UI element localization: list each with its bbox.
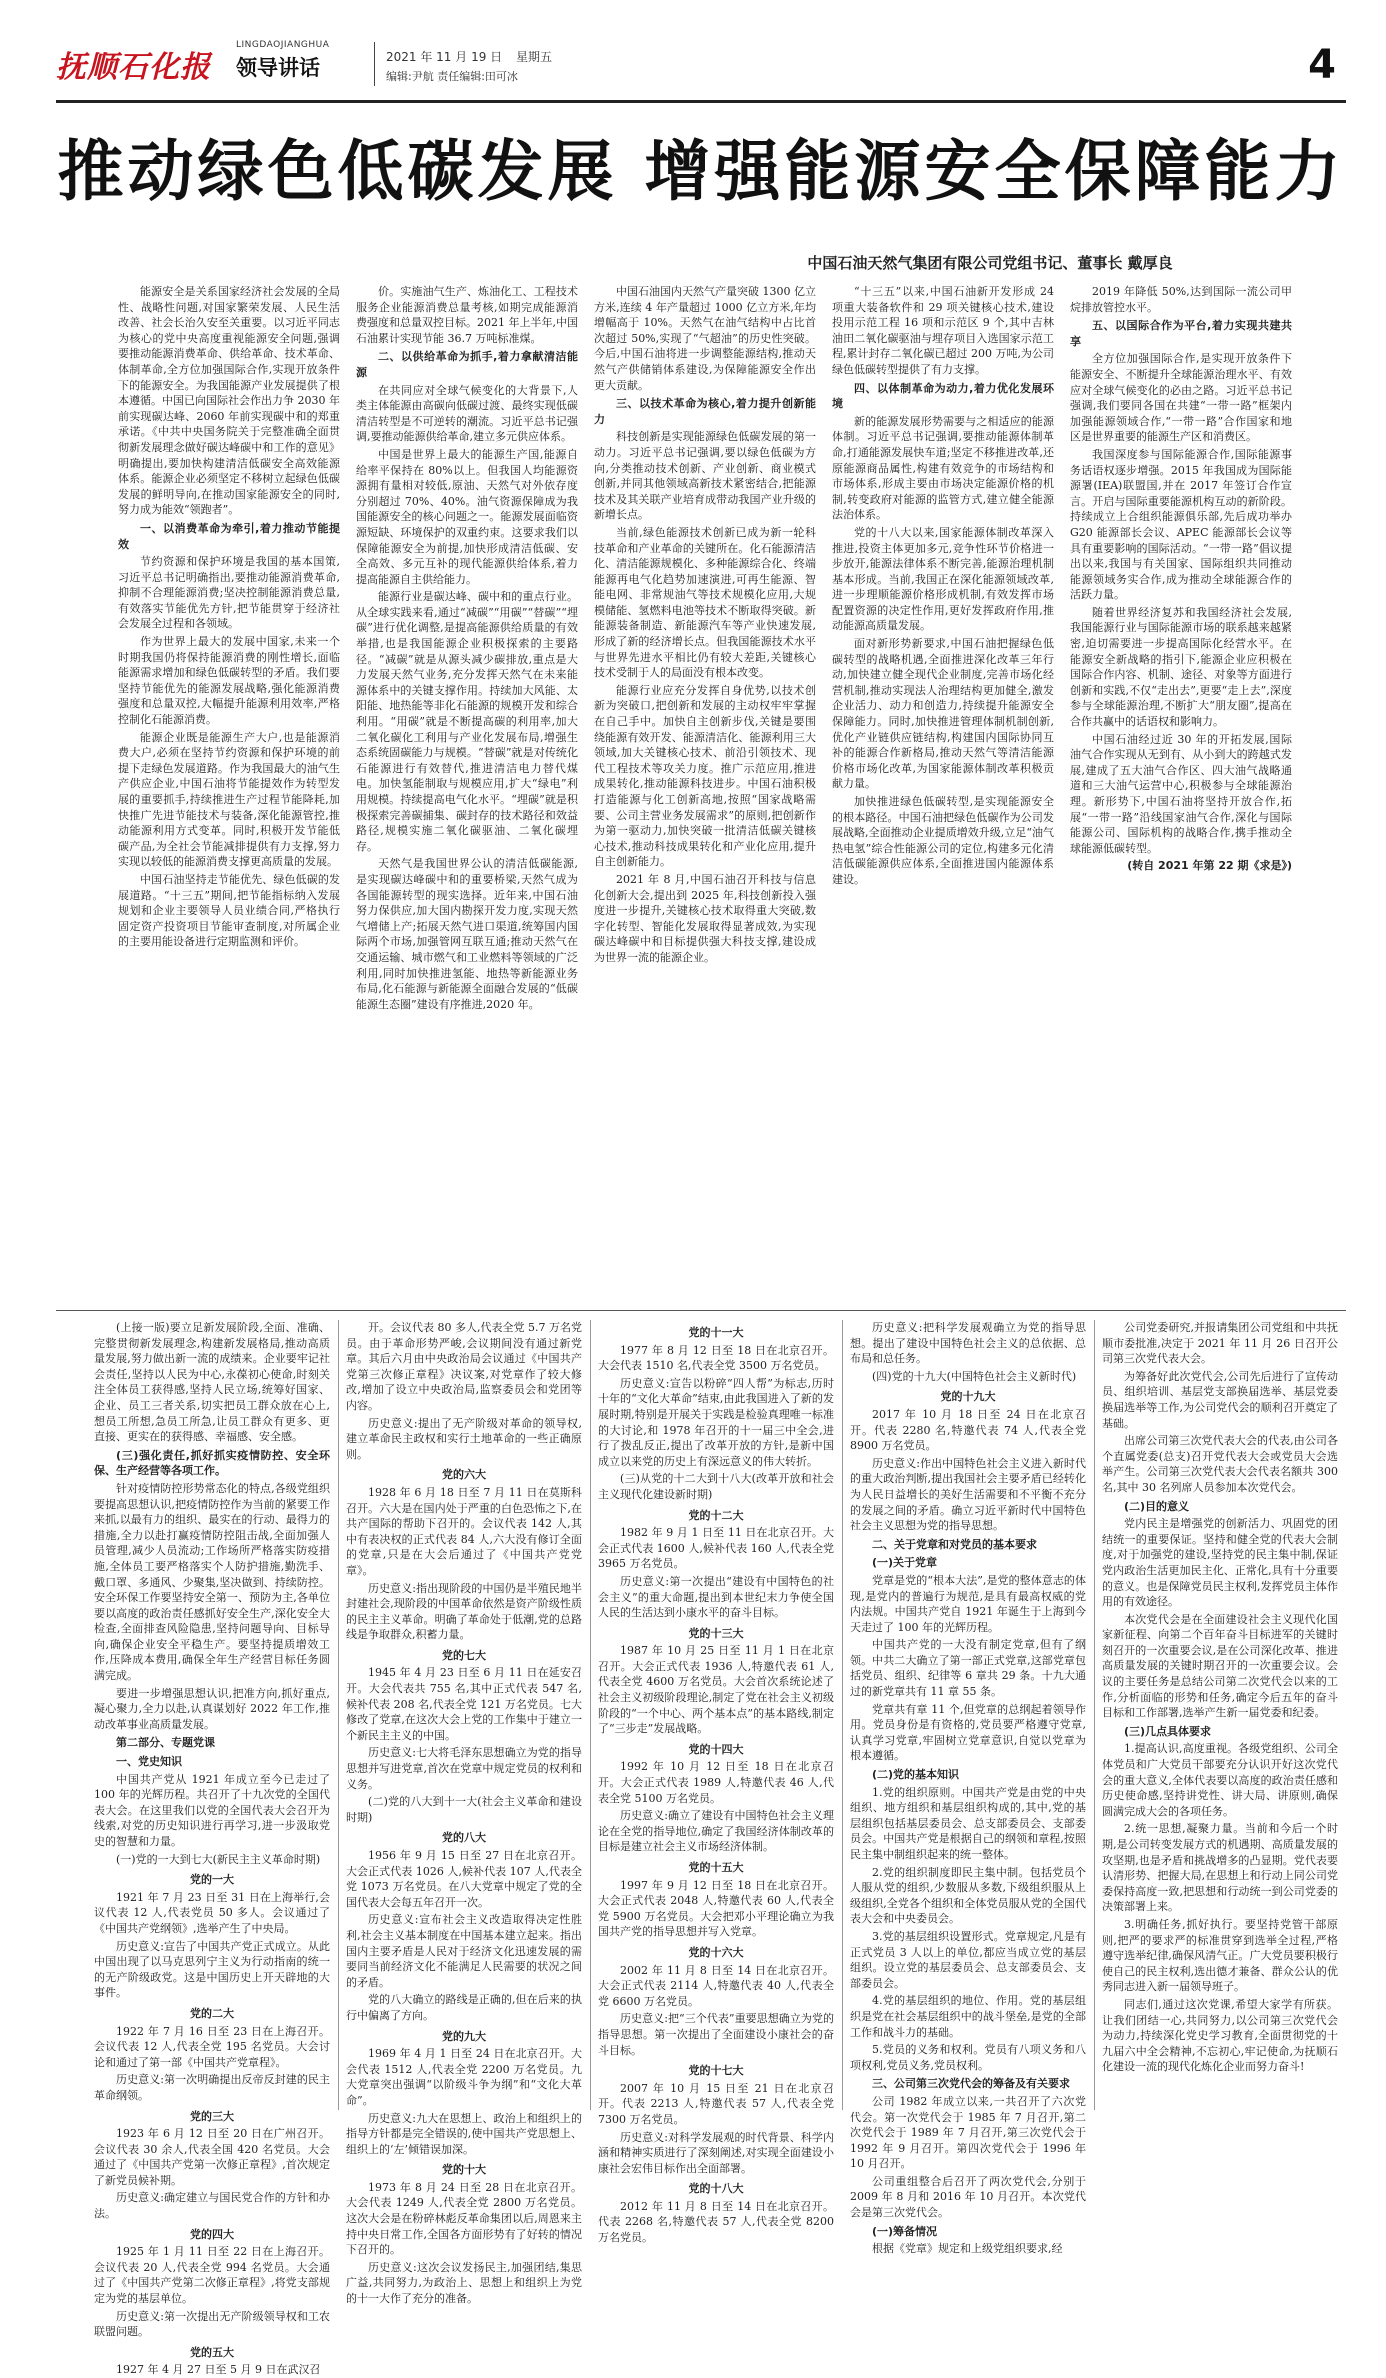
paragraph: 公司 1982 年成立以来,一共召开了六次党代会。第一次党代会于 1985 年 7 月召开,第二次党代会于 1989 年 7 月召开,第三次党代会于 1992 年 9 月召开。第四次党代会于 1996 年 10 月召开。 xyxy=(850,2094,1086,2171)
paragraph: 历史意义:指出现阶段的中国仍是半殖民地半封建社会,现阶段的中国革命依然是资产阶级性质的民主主义革命。明确了革命处于低潮,党的总路线是争取群众,积蓄力量。 xyxy=(346,1581,582,1642)
congress-heading: 党的一大 xyxy=(190,1873,234,1887)
congress-heading: 党的四大 xyxy=(190,2227,234,2241)
paragraph: 历史意义:确立了建设有中国特色社会主义理论在全党的指导地位,确定了我国经济体制改革的目标是建立社会主义市场经济体制。 xyxy=(598,1809,834,1854)
column-rule xyxy=(338,1320,339,2110)
paragraph: 1945 年 4 月 23 日至 6 月 11 日在延安召开。大会代表共 755 名,其中正式代表 547 名,候补代表 208 名,代表全党 121 万名党员。七大修改了党章,在这次大会上党的工作集中于建立一个新民主主义的中国。 xyxy=(346,1666,582,1742)
paragraph: 中国石油坚持走节能优先、绿色低碳的发展道路。“十三五”期间,把节能指标纳入发展规划和企业主要领导人员业绩合同,严格执行固定资产投资项目节能审查制度,对所属企业的主要用能设备进行定期监测和评价。 xyxy=(118,872,340,949)
congress-heading: 党的九大 xyxy=(442,2029,486,2043)
paragraph: 2021 年 8 月,中国石油召开科技与信息化创新大会,提出到 2025 年,科技创新投入强度进一步提升,关键核心技术取得重大突破,数字化转型、智能化发展取得显著成效,为实现碳达峰碳中和目标提供强大科技支撑,建设成为世界一流的能源企业。 xyxy=(594,872,816,964)
paragraph: 历史意义:确定建立与国民党合作的方针和办法。 xyxy=(94,2191,330,2221)
congress-heading: 党的十七大 xyxy=(688,2064,744,2078)
congress-heading: 党的三大 xyxy=(190,2109,234,2123)
paragraph: 1927 年 4 月 27 日至 5 月 9 日在武汉召 xyxy=(116,2363,321,2377)
paragraph: (三)从党的十二大到十八大(改革开放和社会主义现代化建设新时期) xyxy=(598,1472,834,1501)
lower-column-4 xyxy=(850,1320,1086,2256)
paragraph: 1997 年 9 月 12 日至 18 日在北京召开。大会正式代表 2048 人,特邀代表 60 人,代表全党 5900 万名党员。大会把邓小平理论确立为我国共产党的指导思想并写入党章。 xyxy=(598,1878,834,1939)
article-byline: 中国石油天然气集团有限公司党组书记、董事长 戴厚良 xyxy=(807,254,1173,272)
paragraph: 公司党委研究,并报请集团公司党组和中共抚顺市委批准,决定于 2021 年 11 月 26 日召开公司第三次党代表大会。 xyxy=(1102,1321,1338,1366)
paragraph: 2.统一思想,凝聚力量。当前和今后一个时期,是公司转变发展方式的机遇期、高质量发展的攻坚期,也是矛盾和挑战增多的凸显期。党代表要认清形势、把握大局,在思想上和行动上同公司党委保持高度一致,把思想和行动统一到公司党委的决策部署上来。 xyxy=(1102,1822,1338,1914)
paragraph: 3.党的基层组织设置形式。党章规定,凡是有正式党员 3 人以上的单位,都应当成立党的基层组织。设立党的基层委员会、总支部委员会、支部委员会。 xyxy=(850,1929,1086,1990)
masthead xyxy=(56,40,1346,96)
section-subheading: 一、以消费革命为牵引,着力推动节能提效 xyxy=(118,521,340,551)
paragraph: 面对新形势新要求,中国石油把握绿色低碳转型的战略机遇,全面推进深化改革三年行动,加快建立健全现代企业制度,完善市场化经营机制,推动实现法人治理结构更加健全,激发企业活力、动力和创造力,持续提升能源安全保障能力。同时,加快推进管理体制机制创新,优化产业链供应链结构,构建国内国际协同互补的能源合作新格局,推动天然气等清洁能源价格市场化改革,为国家能源体制改革积极贡献力量。 xyxy=(832,637,1054,791)
congress-heading: 党的十六大 xyxy=(688,1945,744,1959)
article-headline: 推动绿色低碳发展 增强能源安全保障能力 xyxy=(57,133,1345,210)
section-name: 领导讲话 xyxy=(236,56,320,80)
top-column-1 xyxy=(118,284,340,1294)
congress-heading: 党的十二大 xyxy=(688,1508,744,1522)
column-rule xyxy=(1094,1320,1095,2110)
paragraph: 2.党的组织制度即民主集中制。包括党员个人服从党的组织,少数服从多数,下级组织服从上级组织,全党各个组织和全体党员服从党的全国代表大会和中央委员会。 xyxy=(850,1865,1086,1926)
paragraph: 当前,绿色能源技术创新已成为新一轮科技革命和产业革命的关键所在。化石能源清洁化、清洁能源规模化、多种能源综合化、终端能源再电气化趋势加速演进,可再生能源、智能电网、非常规油气等技术规模化应用,大规模储能、氢燃料电池等技术不断取得突破。新能源装备制造、新能源汽车等产业快速发展,形成了新的经济增长点。但我国能源技术水平与世界先进水平相比仍有较大差距,关键核心技术受制于人的局面没有根本改变。 xyxy=(594,525,816,680)
paragraph: 历史意义:七大将毛泽东思想确立为党的指导思想并写进党章,首次在党章中规定党员的权利和义务。 xyxy=(346,1746,582,1791)
congress-heading: 党的十五大 xyxy=(688,1861,744,1874)
paragraph: 要进一步增强思想认识,把准方向,抓好重点,凝心聚力,全力以赴,认真谋划好 2022 年工作,推动改革事业高质量发展。 xyxy=(94,1686,330,1731)
section-subheading: 第二部分、专题党课 xyxy=(116,1736,215,1750)
paragraph: 能源企业既是能源生产大户,也是能源消费大户,必须在坚持节约资源和保护环境的前提下走绿色发展道路。作为我国最大的油气生产供应企业,中国石油将节能提效作为转型发展的重要抓手,持续推进生产过程节能降耗,加快推广先进节能技术与装备,深化能源管控,推动能源利用方式变革。同时,积极开发节能低碳产品,为全社会节能减排提供有力支撑,努力实现以较低的能源消费支撑更高质量的发展。 xyxy=(118,730,340,869)
paragraph: 全方位加强国际合作,是实现开放条件下能源安全、不断提升全球能源治理水平、有效应对全球气候变化的必由之路。习近平总书记强调,我们要同各国在共建“一带一路”框架内加强能源领域合作,“一带一路”合作国家和地区是世界重要的能源生产区和消费区。 xyxy=(1070,352,1292,444)
paragraph: 1982 年 9 月 1 日至 11 日在北京召开。大会正式代表 1600 人,候补代表 160 人,代表全党 3965 万名党员。 xyxy=(598,1526,834,1571)
section-subheading: 二、关于党章和对党员的基本要求 xyxy=(872,1537,1037,1551)
section-subheading: 三、公司第三次党代会的筹备及有关要求 xyxy=(872,2077,1070,2091)
congress-heading: 党的五大 xyxy=(190,2345,234,2359)
congress-heading: 党的二大 xyxy=(190,2006,234,2020)
paragraph: 历史意义:这次会议发扬民主,加强团结,集思广益,共同努力,为政治上、思想上和组织上为党的十一大作了充分的准备。 xyxy=(346,2260,582,2306)
header-divider xyxy=(374,42,375,86)
editor-credits: 编辑:尹航 责任编辑:田可冰 xyxy=(386,70,518,83)
paragraph: 1.提高认识,高度重视。各级党组织、公司全体党员和广大党员干部要充分认识开好这次党代会的重大意义,全体代表要以高度的政治责任感和历史使命感,坚持讲党性、讲大局、讲原则,确保圆满完成大会的各项任务。 xyxy=(1102,1742,1338,1818)
paragraph: 4.党的基层组织的地位、作用。党的基层组织是党在社会基层组织中的战斗堡垒,是党的全部工作和战斗力的基础。 xyxy=(850,1994,1086,2039)
paragraph: 中国是世界上最大的能源生产国,能源自给率平保持在 80%以上。但我国人均能源资源拥有量相对较低,原油、天然气对外依存度分别超过 70%、40%。油气资源保障成为我国能源安全的核心问题之一。能源发展面临资源短缺、环境保护的双重约束。这要求我们以保障能源安全为前提,加快形成清洁低碳、安全高效、多元互补的现代能源供给体系,着力提高能源自主供给能力。 xyxy=(356,447,578,586)
paragraph: 1928 年 6 月 18 日至 7 月 11 日在莫斯科召开。六大是在国内处于严重的白色恐怖之下,在共产国际的帮助下召开的。会议代表 142 人,其中有表决权的正式代表 84 人,六大没有修订全面的党章,只是在大会后通过了《中国共产党党章》。 xyxy=(346,1485,582,1577)
paragraph: 作为世界上最大的发展中国家,未来一个时期我国仍将保持能源消费的刚性增长,面临能源需求增加和绿色低碳转型的矛盾。我们要坚持节能优先的能源发展战略,强化能源消费强度和总量双控,大幅提升能源利用效率,严格控制化石能源消费。 xyxy=(118,635,340,727)
paragraph: 2017 年 10 月 18 日至 24 日在北京召开。代表 2280 名,特邀代表 74 人,代表全党 8900 万名党员。 xyxy=(850,1407,1086,1453)
paragraph: 天然气是我国世界公认的清洁低碳能源,是实现碳达峰碳中和的重要桥梁,天然气成为各国能源转型的现实选择。近年来,中国石油努力保供应,加大国内勘探开发力度,实现天然气增储上产;拓展天然气进口渠道,统筹国内国际两个市场,加强管网互联互通;推动天然气在交通运输、城市燃气和工业燃料等领域的广泛利用,同时加快推进氢能、地热等新能源业务布局,化石能源与新能源全面融合发展的“低碳能源生态圈”建设有序推进,2020 年。 xyxy=(356,857,578,1011)
paragraph: 能源行业应充分发挥自身优势,以技术创新为突破口,把创新和发展的主动权牢牢掌握在自己手中。加快自主创新步伐,关键是要围绕能源有效开发、能源清洁化、能源利用三大领域,加大关键核心技术、前沿引领技术、现代工程技术等攻关力度。推广示范应用,推进成果转化,推动能源科技进步。中国石油积极打造能源与化工创新高地,按照“国家战略需要、公司主营业务发展需求”的原则,把创新作为第一驱动力,加快突破一批清洁低碳关键核心技术,推动科技成果转化和产业化应用,提升自主创新能力。 xyxy=(594,683,816,869)
paragraph: 1987 年 10 月 25 日至 11 月 1 日在北京召开。大会正式代表 1936 人,特邀代表 61 人,代表全党 4600 万名党员。大会首次系统论述了社会主义初级阶段理论,制定了党在社会主义初级阶段的“一个中心、两个基本点”的基本路线,制定了“三步走”发展战略。 xyxy=(598,1644,834,1736)
paragraph: 为筹备好此次党代会,公司先后进行了宣传动员、组织培训、基层党支部换届选举、基层党委换届选举等工作,为公司党代会的顺利召开奠定了基础。 xyxy=(1102,1369,1338,1430)
section-subheading: (一)筹备情况 xyxy=(872,2224,938,2238)
paragraph: 针对疫情防控形势常态化的特点,各级党组织要提高思想认识,把疫情防控作为当前的紧要工作来抓,以最有力的组织、最实在的行动、最得力的措施,全力以赴打赢疫情防控阻击战,全面加强人员管理,减少人员流动;工作场所严格落实防疫措施,全体员工要严格落实个人防护措施,勤洗手、戴口罩、多通风、少聚集,坚决做到、持续防控。安全环保工作要坚持安全第一、预防为主,各单位要以高度的政治责任感抓好安全生产,深化安全大检查,全面排查风险隐患,坚持问题导向、目标导向,确保企业安全平稳生产。要坚持提质增效工作,压降成本费用,确保全年生产经营目标任务圆满完成。 xyxy=(94,1481,330,1683)
paragraph: 2002 年 11 月 8 日至 14 日在北京召开。大会正式代表 2114 人,特邀代表 40 人,代表全党 6600 万名党员。 xyxy=(598,1963,834,2008)
paragraph: 2007 年 10 月 15 日至 21 日在北京召开。代表 2213 人,特邀代表 57 人,代表全党 7300 万名党员。 xyxy=(598,2081,834,2126)
paragraph: 1969 年 4 月 1 日至 24 日在北京召开。大会代表 1512 人,代表全党 2200 万名党员。九大党章突出强调“以阶级斗争为纲”和“文化大革命”。 xyxy=(346,2047,582,2107)
congress-heading: 党的十一大 xyxy=(688,1326,744,1339)
paragraph: 党内民主是增强党的创新活力、巩固党的团结统一的重要保证。坚持和健全党的代表大会制度,对于加强党的建设,坚持党的民主集中制,保证党内政治生活更加民主化、正常化,具有十分重要的意义。也是保障党员民主权利,发挥党员主体作用的有效途径。 xyxy=(1102,1517,1338,1609)
paragraph: 中国共产党的一大没有制定党章,但有了纲领。中共二大确立了第一部正式党章,这部党章包括党员、组织、纪律等 6 章共 29 条。十九大通过的新党章共有 11 章 55 条。 xyxy=(850,1638,1086,1699)
paragraph: (四)党的十九大(中国特色社会主义新时代) xyxy=(872,1369,1077,1383)
paragraph: 1956 年 9 月 15 日至 27 日在北京召开。大会正式代表 1026 人,候补代表 107 人,代表全党 1073 万名党员。在八大党章中规定了党的全国代表大会每五年召开一次。 xyxy=(346,1849,582,1909)
issue-weekday: 星期五 xyxy=(516,50,553,64)
paragraph: 能源安全是关系国家经济社会发展的全局性、战略性问题,对国家繁荣发展、人民生活改善、社会长治久安至关重要。以习近平同志为核心的党中央高度重视能源安全问题,强调要推动能源消费革命、供给革命、技术革命、体制革命,全方位加强国际合作,实现开放条件下的能源安全。为我国能源产业发展提供了根本遵循。中国已向国际社会作出力争 2030 年前实现碳达峰、2060 年前实现碳中和的郑重承诺。《中共中央国务院关于完整准确全面贯彻新发展理念做好碳达峰碳中和工作的意见》明确提出,要加快构建清洁低碳安全高效能源体系。能源企业必须坚定不移树立起绿色低碳发展的鲜明导向,在推动国家能源安全的同时,努力成为能效“领跑者”。 xyxy=(118,285,340,517)
paragraph: 历史意义:宣布社会主义改造取得决定性胜利,社会主义基本制度在中国基本建立起来。指出国内主要矛盾是人民对于经济文化迅速发展的需要同当前经济文化不能满足人民需要的状况之间的矛盾。 xyxy=(346,1913,582,1989)
paragraph: 历史意义:第一次明确提出反帝反封建的民主革命纲领。 xyxy=(94,2073,330,2102)
section-subheading: 二、以供给革命为抓手,着力拿献清洁能源 xyxy=(356,350,578,379)
lower-column-5 xyxy=(1102,1320,1338,2110)
paragraph: 历史意义:第一次提出无产阶级领导权和工农联盟问题。 xyxy=(94,2309,330,2339)
newspaper-logo: 抚顺石化报 xyxy=(56,50,211,85)
paragraph: 根据《党章》规定和上级党组织要求,经 xyxy=(872,2242,1063,2256)
top-column-5 xyxy=(1070,284,1292,1294)
paragraph: 1925 年 1 月 11 日至 22 日在上海召开。会议代表 20 人,代表全党 994 名党员。大会通过了《中国共产党第二次修正章程》,将党支部规定为党的基层单位。 xyxy=(94,2245,330,2306)
paragraph: 新的能源发展形势需要与之相适应的能源体制。习近平总书记强调,要推动能源体制革命,打通能源发展快车道;坚定不移推进改革,还原能源商品属性,构建有效竞争的市场结构和市场体系,形成主要由市场决定能源价格的机制,转变政府对能源的监管方式,建立健全能源法治体系。 xyxy=(832,414,1054,522)
paragraph: 历史意义:把“三个代表”重要思想确立为党的指导思想。第一次提出了全面建设小康社会的奋斗目标。 xyxy=(598,2012,834,2057)
lower-column-1 xyxy=(94,1320,330,2377)
congress-heading: 党的十大 xyxy=(442,2163,486,2177)
paragraph: 加快推进绿色低碳转型,是实现能源安全的根本路径。中国石油把绿色低碳作为公司发展战略,全面推动企业提质增效升级,立足“油气热电氢”综合性能源公司的定位,构建多元化清洁低碳能源供应体系,全面推进国内能源体系建设。 xyxy=(832,795,1054,886)
source-note: (转自 2021 年第 22 期《求是》) xyxy=(1127,859,1292,873)
congress-heading: 党的十九大 xyxy=(940,1390,996,1404)
lower-column-3 xyxy=(598,1320,834,2245)
paragraph: 党章共有章 11 个,但党章的总纲起着领导作用。党员身份是有资格的,党员要严格遵守党章,认真学习党章,牢固树立党章意识,自觉以党章为根本遵循。 xyxy=(850,1702,1086,1763)
paragraph: 历史意义:宣告了中国共产党正式成立。从此中国出现了以马克思列宁主义为行动指南的统一的无产阶级政党。这是中国历史上开天辟地的大事件。 xyxy=(94,1939,330,2000)
page-number: 4 xyxy=(1308,42,1336,88)
paragraph: 历史意义:提出了无产阶级对革命的领导权,建立革命民主政权和实行土地革命的一些正确原则。 xyxy=(346,1416,582,1461)
section-subheading: (二)党的基本知识 xyxy=(872,1768,960,1782)
paragraph: 2012 年 11 月 8 日至 14 日在北京召开。代表 2268 名,特邀代表 57 人,代表全党 8200 万名党员。 xyxy=(598,2199,834,2245)
top-column-3 xyxy=(594,284,816,1294)
paragraph: 价。实施油气生产、炼油化工、工程技术服务企业能源消费总量考核,如期完成能源消费强度和总量双控目标。2021 年上半年,中国石油累计实现节能 36.7 万吨标准煤。 xyxy=(356,285,578,345)
paragraph: 党的十八大以来,国家能源体制改革深入推进,投资主体更加多元,竞争性环节价格进一步放开,能源法律体系不断完善,能源治理机制基本形成。当前,我国正在深化能源领域改革,进一步理顺能源价格形成机制,有效发挥市场配置资源的决定性作用,更好发挥政府作用,推动能源高质量发展。 xyxy=(832,525,1054,633)
top-column-4 xyxy=(832,284,1054,1294)
section-separator xyxy=(56,1310,1346,1311)
section-subheading: 四、以体制革命为动力,着力优化发展环境 xyxy=(832,381,1054,411)
paragraph: 历史意义:把科学发展观确立为党的指导思想。提出了建设中国特色社会主义的总依据、总布局和总任务。 xyxy=(850,1321,1086,1366)
section-subheading: (三)强化责任,抓好抓实疫情防控、安全环保、生产经营等各项工作。 xyxy=(94,1448,330,1478)
section-subheading: 三、以技术革命为核心,着力提升创新能力 xyxy=(594,397,816,426)
congress-heading: 党的七大 xyxy=(442,1648,486,1662)
paragraph: 1992 年 10 月 12 日至 18 日在北京召开。大会正式代表 1989 人,特邀代表 46 人,代表全党 5100 万名党员。 xyxy=(598,1760,834,1805)
header-rule xyxy=(56,100,1346,103)
section-pinyin: LINGDAOJIANGHUA xyxy=(236,40,330,50)
paragraph: 3.明确任务,抓好执行。要坚持党管干部原则,把严的要求严的标准贯穿到选举全过程,严格遵守选举纪律,确保风清气正。广大党员要积极行使自己的民主权利,选出德才兼备、群众公认的优秀同志进入新一届领导班子。 xyxy=(1102,1917,1338,1994)
column-rule xyxy=(842,1320,843,2110)
paragraph: 中国石油经过近 30 年的开拓发展,国际油气合作实现从无到有、从小到大的跨越式发展,建成了五大油气合作区、四大油气战略通道和三大油气运营中心,积极参与全球能源治理。新形势下,中国石油将坚持开放合作,拓展“一带一路”沿线国家油气合作,深化与国际能源公司、国际机构的战略合作,携手推动全球能源低碳转型。 xyxy=(1070,732,1292,855)
paragraph: 中国石油国内天然气产量突破 1300 亿立方米,连续 4 年产量超过 1000 亿立方米,年均增幅高于 10%。天然气在油气结构中占比首次超过 50%,实现了“气超油”的历史性突破。今后,中国石油将进一步调整能源结构,推动天然气产供储销体系建设,为保障能源安全作出更大贡献。 xyxy=(594,285,816,392)
paragraph: 1922 年 7 月 16 日至 23 日在上海召开。会议代表 12 人,代表全党 195 名党员。大会讨论和通过了第一部《中国共产党章程》。 xyxy=(94,2024,330,2069)
congress-heading: 党的六大 xyxy=(442,1468,486,1482)
paragraph: 在共同应对全球气候变化的大背景下,人类主体能源由高碳向低碳过渡、最终实现低碳清洁转型是不可逆转的潮流。习近平总书记强调,要推动能源供给革命,建立多元供应体系。 xyxy=(356,383,578,444)
paragraph: 能源行业是碳达峰、碳中和的重点行业。从全球实践来看,通过“减碳”“用碳”“替碳”“埋碳”进行优化调整,是提高能源供给质量的有效举措,也是我国能源企业积极探索的主要路径。“减碳”就是从源头减少碳排放,重点是大力发展天然气业务,充分发挥天然气在未来能源体系中的关键支撑作用。持续加大风能、太阳能、地热能等非化石能源的规模开发和综合利用。“用碳”就是不断提高碳的利用率,加大二氧化碳化工利用与产业化发展布局,增强生态系统固碳能力与规模。“替碳”就是对传统化石能源进行有效替代,推进清洁电力替代煤电。加快氢能制取与规模应用,扩大“绿电”利用规模。持续提高电气化水平。“埋碳”就是积极探索完善碳捕集、碳封存的技术路径和效益路径,规模实施二氧化碳驱油、二氧化碳埋存。 xyxy=(356,590,578,853)
paragraph: (上接一版)要立足新发展阶段,全面、准确、完整贯彻新发展理念,构建新发展格局,推动高质量发展,努力做出新一流的成绩来。企业要牢记社会责任,坚持以人民为中心,永葆初心使命,时刻关注全体员工获得感,坚持人民立场,统筹好国家、企业、员工三者关系,切实把员工群众放在心上,想员工所想,急员工所急,让员工群众有更多、更直接、更实在的获得感、幸福感、安全感。 xyxy=(94,1321,330,1444)
lower-column-2 xyxy=(346,1320,582,2306)
top-column-2 xyxy=(356,284,578,1294)
paragraph: 节约资源和保护环境是我国的基本国策,习近平总书记明确指出,要推动能源消费革命,抑制不合理能源消费;坚决控制能源消费总量,有效落实节能优先方针,把节能贯穿于经济社会发展全过程和各领域。 xyxy=(118,555,340,631)
paragraph: 历史意义:宣告以粉碎“四人帮”为标志,历时十年的“文化大革命”结束,由此我国进入了新的发展时期,特别是开展关于实践是检验真理唯一标准的大讨论,和 1978 年召开的十一届三中全会,进行了拨乱反正,提出了改革开放的方针,是新中国成立以来党的历史上有深远意义的伟大转折。 xyxy=(598,1376,834,1468)
paragraph: 党的八大确立的路线是正确的,但在后来的执行中偏离了方向。 xyxy=(346,1993,582,2022)
paragraph: 历史意义:作出中国特色社会主义进入新时代的重大政治判断,提出我国社会主要矛盾已经转化为人民日益增长的美好生活需要和不平衡不充分的发展之间的矛盾。确立习近平新时代中国特色社会主义思想为党的指导思想。 xyxy=(850,1456,1086,1533)
paragraph: 历史意义:对科学发展观的时代背景、科学内涵和精神实质进行了深刻阐述,对实现全面建设小康社会宏伟目标作出全面部署。 xyxy=(598,2130,834,2175)
paragraph: 出席公司第三次党代表大会的代表,由公司各个直属党委(总支)召开党代表大会或党员大会选举产生。公司第三次党代表大会代表名额共 300 名,其中 30 名列席人员参加本次党代会。 xyxy=(1102,1434,1338,1494)
paragraph: (一)党的一大到七大(新民主主义革命时期) xyxy=(116,1852,321,1866)
congress-heading: 党的十四大 xyxy=(688,1742,744,1756)
section-subheading: 一、党史知识 xyxy=(116,1755,182,1769)
paragraph: 本次党代会是在全面建设社会主义现代化国家新征程、向第二个百年奋斗目标进军的关键时刻召开的一次重要会议,是在公司深化改革、推进高质量发展的关键时期召开的一次重要会议。会议的主要任务是总结公司第二次党代会以来的工作,分析面临的形势和任务,确定今后五年的奋斗目标和工作部署,选举产生新一届党委和纪委。 xyxy=(1102,1612,1338,1720)
paragraph: 5.党员的义务和权利。党员有八项义务和八项权利,党员义务,党员权利。 xyxy=(850,2043,1086,2072)
paragraph: 1.党的组织原则。中国共产党是由党的中央组织、地方组织和基层组织构成的,其中,党的基层组织包括基层委员会、总支部委员会、支部委员会。中国共产党是根据自己的纲领和章程,按照民主集中制组织起来的统一整体。 xyxy=(850,1785,1086,1861)
paragraph: 中国共产党从 1921 年成立至今已走过了 100 年的光辉历程。共召开了十九次党的全国代表大会。在这里我们以党的全国代表大会召开为线索,对党的历史知识进行再学习,进一步汲取党史的智慧和力量。 xyxy=(94,1772,330,1848)
section-subheading: (一)关于党章 xyxy=(872,1556,938,1570)
issue-date: 2021 年 11 月 19 日 xyxy=(386,50,503,64)
paragraph: 随着世界经济复苏和我国经济社会发展,我国能源行业与国际能源市场的联系越来越紧密,迫切需要进一步提高国际化经营水平。在能源安全新战略的指引下,能源企业应积极在国际合作内容、机制、途径、对象等方面进行创新和实践,不仅“走出去”,更要“走上去”,深度参与全球能源治理,不断扩大“朋友圈”,提高在合作共赢中的话语权和影响力。 xyxy=(1070,605,1292,729)
congress-heading: 党的十三大 xyxy=(688,1626,744,1640)
section-subheading: (三)几点具体要求 xyxy=(1124,1724,1212,1738)
paragraph: “十三五”以来,中国石油新开发形成 24 项重大装备软件和 29 项关键核心技术,建设投用示范工程 16 项和示范区 9 个,其中吉林油田二氧化碳驱油与埋存项目入选国家示范工程,累计封存二氧化碳已超过 200 万吨,为公司绿色低碳转型提供了有力支撑。 xyxy=(832,285,1054,376)
column-rule xyxy=(590,1320,591,2110)
paragraph: (二)党的八大到十一大(社会主义革命和建设时期) xyxy=(346,1795,582,1824)
section-subheading: 五、以国际合作为平台,着力实现共建共享 xyxy=(1070,319,1292,348)
paragraph: 1973 年 8 月 24 日至 28 日在北京召开。大会代表 1249 人,代表全党 2800 万名党员。这次大会是在粉碎林彪反革命集团以后,周恩来主持中央日常工作,全国各方面形势有了好转的情况下召开的。 xyxy=(346,2180,582,2257)
paragraph: 公司重组整合后召开了两次党代会,分别于 2009 年 8 月和 2016 年 10 月召开。本次党代会是第三次党代会。 xyxy=(850,2174,1086,2220)
paragraph: 我国深度参与国际能源合作,国际能源事务话语权逐步增强。2015 年我国成为国际能源署(IEA)联盟国,并在 2017 年签订合作宣言。开启与国际重要能源机构互动的新阶段。持续成立上合组织能源俱乐部,先后成功举办 G20 能源部长会议、APEC 能源部长会议等具有重要影响的国际活动。“一带一路”倡议提出以来,我国与有关国家、国际组织共同推动能源领域务实合作,成为推动全球能源合作的活跃力量。 xyxy=(1070,447,1292,602)
paragraph: 科技创新是实现能源绿色低碳发展的第一动力。习近平总书记强调,要以绿色低碳为方向,分类推动技术创新、产业创新、商业模式创新,并同其他领域高新技术紧密结合,把能源技术及其关联产业培育成带动我国产业升级的新增长点。 xyxy=(594,430,816,522)
paragraph: 1921 年 7 月 23 日至 31 日在上海举行,会议代表 12 人,代表党员 50 多人。会议通过了《中国共产党纲领》,选举产生了中央局。 xyxy=(94,1890,330,1935)
paragraph: 1977 年 8 月 12 日至 18 日在北京召开。大会代表 1510 名,代表全党 3500 万名党员。 xyxy=(598,1343,834,1373)
congress-heading: 党的八大 xyxy=(442,1831,486,1845)
paragraph: 2019 年降低 50%,达到国际一流公司甲烷排放管控水平。 xyxy=(1070,285,1292,314)
paragraph: 党章是党的“根本大法”,是党的整体意志的体现,是党内的普遍行为规范,是具有最高权威的党内法规。中国共产党自 1921 年诞生于上海到今天走过了 100 年的光辉历程。 xyxy=(850,1573,1086,1634)
paragraph: 历史意义:第一次提出“建设有中国特色的社会主义”的重大命题,提出到本世纪末力争使全国人民的生活达到小康水平的奋斗目标。 xyxy=(598,1574,834,1620)
paragraph: 开。会议代表 80 多人,代表全党 5.7 万名党员。由于革命形势严峻,会议期间没有通过新党章。其后六月由中央政治局会议通过《中国共产党第三次修正章程》决议案,对党章作了较大修改,增加了设立中央政治局,监察委员会和党团等内容。 xyxy=(346,1321,582,1412)
congress-heading: 党的十八大 xyxy=(688,2182,744,2196)
paragraph: 1923 年 6 月 12 日至 20 日在广州召开。会议代表 30 余人,代表全国 420 名党员。大会通过了《中国共产党第一次修正章程》,首次规定了新党员候补期。 xyxy=(94,2127,330,2187)
paragraph: 历史意义:九大在思想上、政治上和组织上的指导方针都是完全错误的,使中国共产党思想上、组织上的‘左’倾错误加深。 xyxy=(346,2111,582,2156)
paragraph: 同志们,通过这次党课,希望大家学有所获。让我们团结一心,共同努力,以公司第三次党代会为动力,持续深化党史学习教育,全面贯彻党的十九届六中全会精神,不忘初心,牢记使命,为抚顺石化建设一流的现代化炼化企业而努力奋斗! xyxy=(1102,1997,1338,2074)
section-subheading: (二)目的意义 xyxy=(1124,1499,1190,1513)
